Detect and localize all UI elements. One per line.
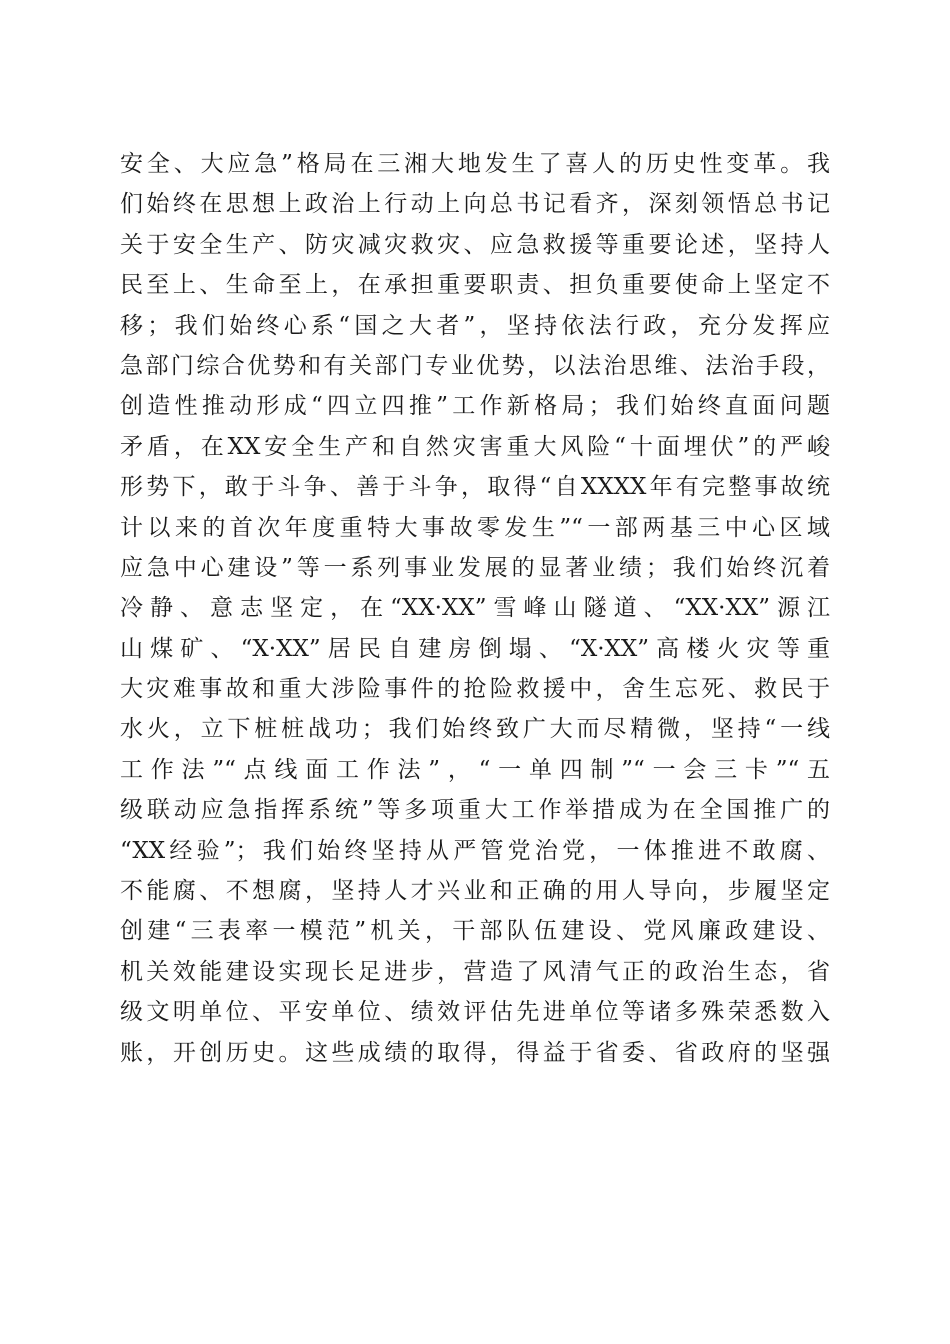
text-line-10: 计以来的首次年度重特大事故零发生”“一部两基三中心区域 <box>120 514 830 541</box>
text-line-20: 创建“三表率一模范”机关，干部队伍建设、党风廉政建设、 <box>120 918 830 945</box>
text-line-9: 形势下，敢于斗争、善于斗争，取得“自XXXX年有完整事故统 <box>120 474 830 501</box>
text-line-5: 移；我们始终心系“国之大者”，坚持依法行政，充分发挥应 <box>120 312 830 339</box>
text-line-7: 创造性推动形成“四立四推”工作新格局；我们始终直面问题 <box>120 393 830 420</box>
text-line-4: 民至上、生命至上，在承担重要职责、担负重要使命上坚定不 <box>120 272 830 299</box>
text-line-8: 矛盾，在XX安全生产和自然灾害重大风险“十面埋伏”的严峻 <box>120 433 830 460</box>
text-line-16: 工作法”“点线面工作法”，“一单四制”“一会三卡”“五 <box>120 756 830 783</box>
text-line-19: 不能腐、不想腐，坚持人才兴业和正确的用人导向，步履坚定 <box>120 878 830 905</box>
text-line-22: 级文明单位、平安单位、绩效评估先进单位等诸多殊荣悉数入 <box>120 999 830 1026</box>
text-line-13: 山煤矿、“X·XX”居民自建房倒塌、“X·XX”高楼火灾等重 <box>120 635 830 662</box>
text-line-3: 关于安全生产、防灾减灾救灾、应急救援等重要论述，坚持人 <box>120 231 830 258</box>
text-line-6: 急部门综合优势和有关部门专业优势，以法治思维、法治手段， <box>120 352 830 379</box>
body-paragraph <box>120 144 830 1073</box>
text-line-15: 水火，立下桩桩战功；我们始终致广大而尽精微，坚持“一线 <box>120 716 830 743</box>
text-line-17: 级联动应急指挥系统”等多项重大工作举措成为在全国推广的 <box>120 797 830 824</box>
text-line-21: 机关效能建设实现长足进步，营造了风清气正的政治生态，省 <box>120 958 830 985</box>
text-line-14: 大灾难事故和重大涉险事件的抢险救援中，舍生忘死、救民于 <box>120 676 830 703</box>
text-line-23: 账，开创历史。这些成绩的取得，得益于省委、省政府的坚强 <box>120 1039 830 1066</box>
text-line-2: 们始终在思想上政治上行动上向总书记看齐，深刻领悟总书记 <box>120 191 830 218</box>
text-line-12: 冷静、意志坚定，在“XX·XX”雪峰山隧道、“XX·XX”源江 <box>120 595 830 622</box>
text-line-11: 应急中心建设”等一系列事业发展的显著业绩；我们始终沉着 <box>120 554 830 581</box>
text-line-1: 安全、大应急”格局在三湘大地发生了喜人的历史性变革。我 <box>120 151 830 177</box>
text-line-18: “XX经验”；我们始终坚持从严管党治党，一体推进不敢腐、 <box>120 837 830 864</box>
